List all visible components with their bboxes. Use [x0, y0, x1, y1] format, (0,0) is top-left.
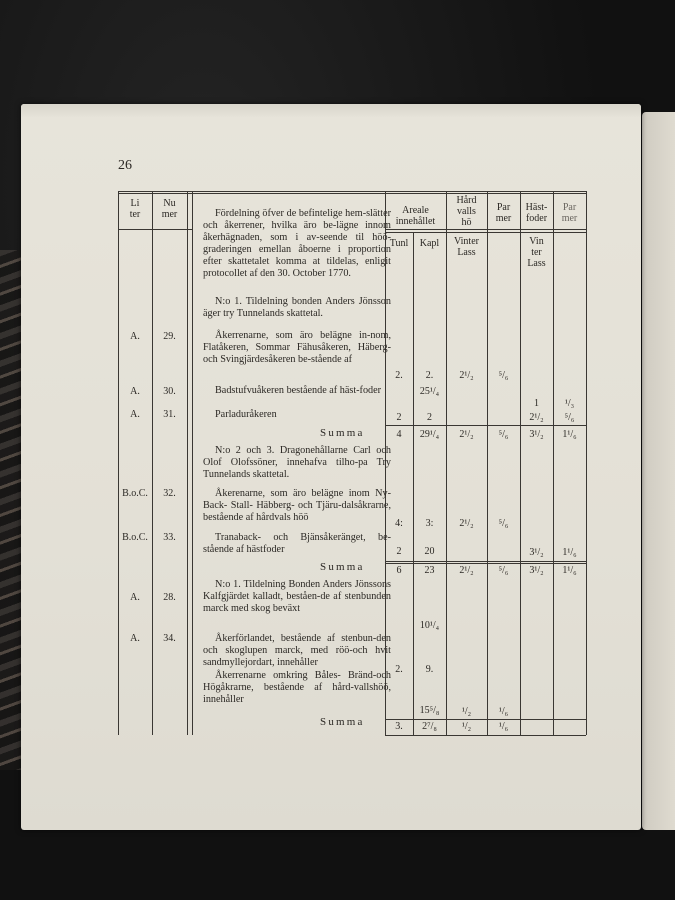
header-tunl: Tunl	[389, 238, 409, 249]
row-liter: A.	[130, 386, 140, 397]
row-nummer: 31.	[163, 409, 176, 420]
row-nummer: 28.	[163, 592, 176, 603]
cell-par: ⁵/₆	[498, 518, 509, 529]
row-liter: B.o.C.	[122, 488, 148, 499]
row-liter: A.	[130, 633, 140, 644]
cell-kapl: 20	[424, 546, 435, 557]
cell-tunl: 2	[396, 546, 402, 557]
header-hardvallshoo: Hård valls hö	[456, 195, 477, 228]
summa-hardvall: 2¹/₂	[459, 429, 474, 440]
section-heading: N:o 1. Tildelning bonden Anders Jönsson äger try Tunnelands skattetal.	[203, 296, 391, 319]
summa-par: ⁵/₆	[498, 565, 509, 576]
cell-tunl: 2.	[395, 664, 403, 675]
header-vinterlass: Vinter Lass	[454, 236, 479, 258]
row-liter: A.	[130, 592, 140, 603]
cell-hastfoder: 1	[534, 398, 539, 409]
cell-hardvall: 2¹/₂	[459, 370, 474, 381]
cell-par: ¹/₆	[498, 706, 509, 717]
cell-tunl: 2	[396, 412, 402, 423]
row-liter: A.	[130, 409, 140, 420]
summa-par-2: 1¹/₆	[562, 429, 577, 440]
cell-par: ⁵/₆	[498, 370, 509, 381]
background-cloth	[0, 250, 22, 770]
summa-kapl: 2⁷/₈	[422, 721, 437, 732]
next-page-edge	[642, 112, 675, 830]
cell-hastfoder: 3¹/₂	[529, 547, 544, 558]
row-nummer: 29.	[163, 331, 176, 342]
summa-par: ¹/₆	[498, 721, 509, 732]
summa-par-2: 1¹/₆	[562, 565, 577, 576]
row-nummer: 30.	[163, 386, 176, 397]
cell-kapl: 2.	[425, 370, 434, 381]
row-text: Åkerenarne, som äro belägne inom Ny- Back- Stall- Häbberg- och Tjäru-dalsåkrarne, bestående af hårdvals höö	[203, 488, 391, 523]
summa-hastfoder: 3¹/₂	[529, 429, 544, 440]
summa-label: Summa	[320, 716, 365, 728]
summa-kapl: 23	[424, 565, 435, 576]
header-liter: Li ter	[129, 198, 141, 220]
cell-kapl: 25¹/₄	[419, 386, 440, 397]
row-text: Tranaback- och Bjänsåkeränget, be-stående af hästfoder	[203, 532, 391, 555]
header-vinterlass-2: Vin ter Lass	[527, 236, 546, 269]
page-top-edge	[21, 104, 641, 118]
row-nummer: 32.	[163, 488, 176, 499]
header-parmer: Par mer	[495, 202, 512, 224]
summa-kapl: 29¹/₄	[419, 429, 440, 440]
cell-par: ⁵/₆	[564, 412, 575, 423]
cell-kapl: 3:	[425, 518, 434, 529]
row-text: Åkerrenarne, som äro belägne in-nom, Flatåkeren, Sommar Fähusåkeren, Häberg- och Svingjärdesåkeren be-stående af	[203, 330, 391, 365]
cell-hardvall: ¹/₂	[461, 706, 472, 717]
row-nummer: 34.	[163, 633, 176, 644]
cell-par: 1¹/₆	[562, 547, 577, 558]
cell-kapl: 15⁵/₈	[419, 705, 440, 716]
row-liter: B.o.C.	[122, 532, 148, 543]
row-nummer: 33.	[163, 532, 176, 543]
header-parmer-2: Par mer	[561, 202, 578, 224]
summa-hastfoder: 3¹/₂	[529, 565, 544, 576]
intro-text: Fördelning öfver de befintelige hem-slätter och åkerrener, hvilka äro be-lägne innom åkerhägnaden, som i av-seende til höö-graderingen emellan åboerne i proportion efter skattetalet komma at tildelas, enligit protocollet af den 30. October 1770.	[203, 208, 391, 279]
cell-kapl: 10¹/₄	[419, 620, 440, 631]
row-text: Åkerförlandet, bestående af stenbun-den och skoglupen marck, med röö-och hvit sandmyllejordart, innehåller	[203, 633, 391, 668]
section-heading: N:o 1. Tildelning Bonden Anders Jönssons Kalfgjärdet kalladt, beståen-de af stenbunden marck med skog beväxt	[203, 579, 391, 614]
header-hastfoder: Häst- foder	[525, 202, 548, 224]
summa-hardvall: ¹/₂	[461, 721, 472, 732]
cell-par: ¹/₃	[564, 398, 575, 409]
summa-tunl: 3.	[395, 721, 403, 732]
summa-tunl: 4	[396, 429, 402, 440]
row-text: Parladuråkeren	[215, 409, 277, 420]
cell-kapl: 2	[427, 412, 432, 423]
summa-tunl: 6	[396, 565, 402, 576]
row-liter: A.	[130, 331, 140, 342]
page-number: 26	[118, 158, 132, 173]
summa-par: ⁵/₆	[498, 429, 509, 440]
section-heading: N:o 2 och 3. Dragonehållarne Carl och Olof Olofssöner, innehafva tilho-pa Try Tunnelands skattetal.	[203, 445, 391, 480]
header-areale: Areale innehållet	[395, 205, 436, 227]
summa-label: Summa	[320, 427, 365, 439]
cell-tunl: 4:	[395, 518, 403, 529]
summa-hardvall: 2¹/₂	[459, 565, 474, 576]
row-text: Badstufvuåkeren bestående af häst-foder	[215, 385, 382, 396]
summa-label: Summa	[320, 561, 365, 573]
cell-hardvall: 2¹/₂	[459, 518, 474, 529]
cell-hastfoder: 2¹/₂	[529, 412, 544, 423]
cell-kapl: 9.	[425, 664, 434, 675]
header-kapl: Kapl	[419, 238, 440, 249]
cell-tunl: 2.	[395, 370, 403, 381]
row-text: Åkerrenarne omkring Båles- Bränd-och Högåkrarne, bestående af hård-vallshöö, innehåller	[203, 670, 391, 705]
header-nummer: Nu mer	[161, 198, 178, 220]
